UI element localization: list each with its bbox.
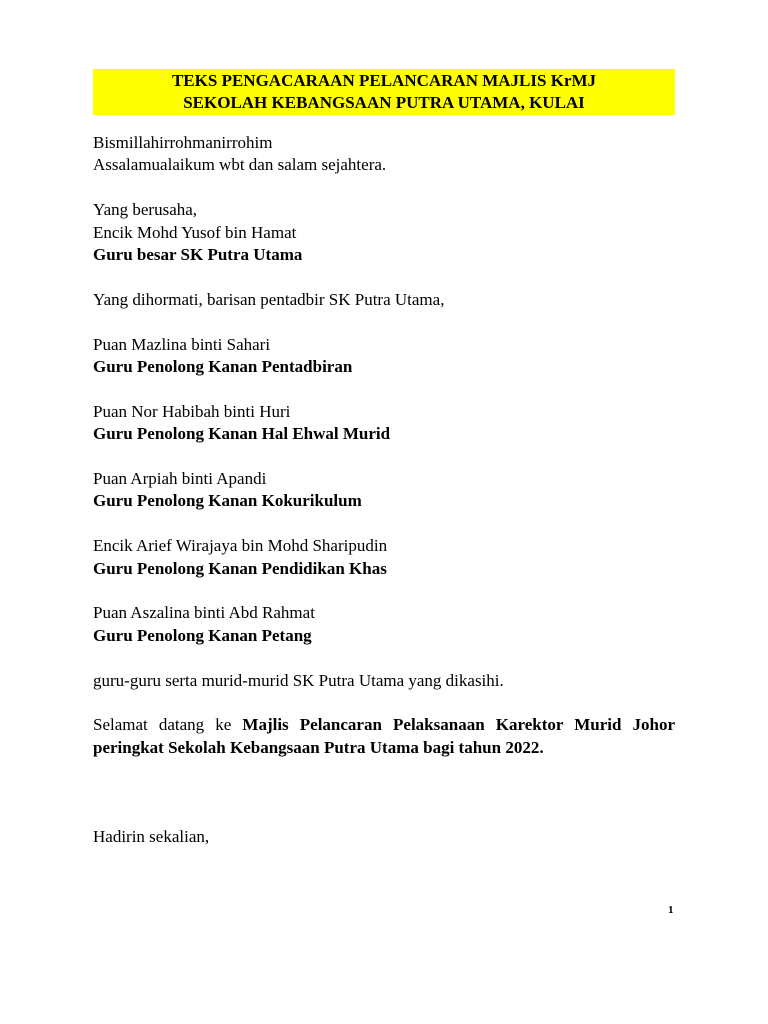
document-body: [93, 132, 675, 849]
official-name: Puan Nor Habibah binti Huri: [93, 401, 291, 421]
official-role: Guru Penolong Kanan Hal Ehwal Murid: [93, 424, 391, 444]
spacer: [93, 647, 675, 669]
welcome-paragraph: [93, 714, 675, 759]
document-title: [93, 69, 675, 115]
welcome-event: Majlis Pelancaran Pelaksanaan Karektor Murid Johor peringkat Sekolah Kebangsaan Putra Utama bagi tahun 2022.: [93, 715, 676, 757]
greeting-line-1: Bismillahirrohmanirrohim: [93, 133, 273, 152]
spacer: [93, 266, 675, 288]
admin-intro: Yang dihormati, barisan pentadbir SK Putra Utama,: [93, 289, 445, 309]
official-name: Puan Arpiah binti Apandi: [93, 469, 267, 489]
spacer: [93, 804, 675, 826]
audience-line: guru-guru serta murid-murid SK Putra Utama yang dikasihi.: [93, 670, 504, 690]
spacer: [93, 759, 675, 781]
official-role: Guru Penolong Kanan Kokurikulum: [93, 491, 362, 511]
title-line-1: TEKS PENGACARAAN PELANCARAN MAJLIS KrMJ: [171, 71, 597, 90]
spacer: [93, 580, 675, 602]
official-name: Puan Mazlina binti Sahari: [93, 334, 271, 354]
spacer: [93, 378, 675, 400]
headmaster-role: Guru besar SK Putra Utama: [93, 245, 303, 265]
welcome-lead: Selamat datang ke: [93, 715, 243, 735]
official-role: Guru Penolong Kanan Petang: [93, 625, 312, 645]
official-name: Puan Aszalina binti Abd Rahmat: [93, 603, 315, 623]
spacer: [93, 446, 675, 468]
title-line-2: SEKOLAH KEBANGSAAN PUTRA UTAMA, KULAI: [183, 93, 585, 112]
official-role: Guru Penolong Kanan Pentadbiran: [93, 357, 353, 377]
official-name: Encik Arief Wirajaya bin Mohd Sharipudin: [93, 536, 388, 556]
spacer: [93, 782, 675, 804]
spacer: [93, 177, 675, 199]
spacer: [93, 513, 675, 535]
spacer: [93, 692, 675, 714]
headmaster-name: Encik Mohd Yusof bin Hamat: [93, 222, 297, 242]
spacer: [93, 311, 675, 333]
greeting-line-2: Assalamualaikum wbt dan salam sejahtera.: [93, 155, 387, 175]
page-number: 1: [668, 904, 674, 916]
official-role: Guru Penolong Kanan Pendidikan Khas: [93, 558, 387, 578]
headmaster-salutation: Yang berusaha,: [93, 200, 198, 220]
closing-line: Hadirin sekalian,: [93, 827, 210, 847]
